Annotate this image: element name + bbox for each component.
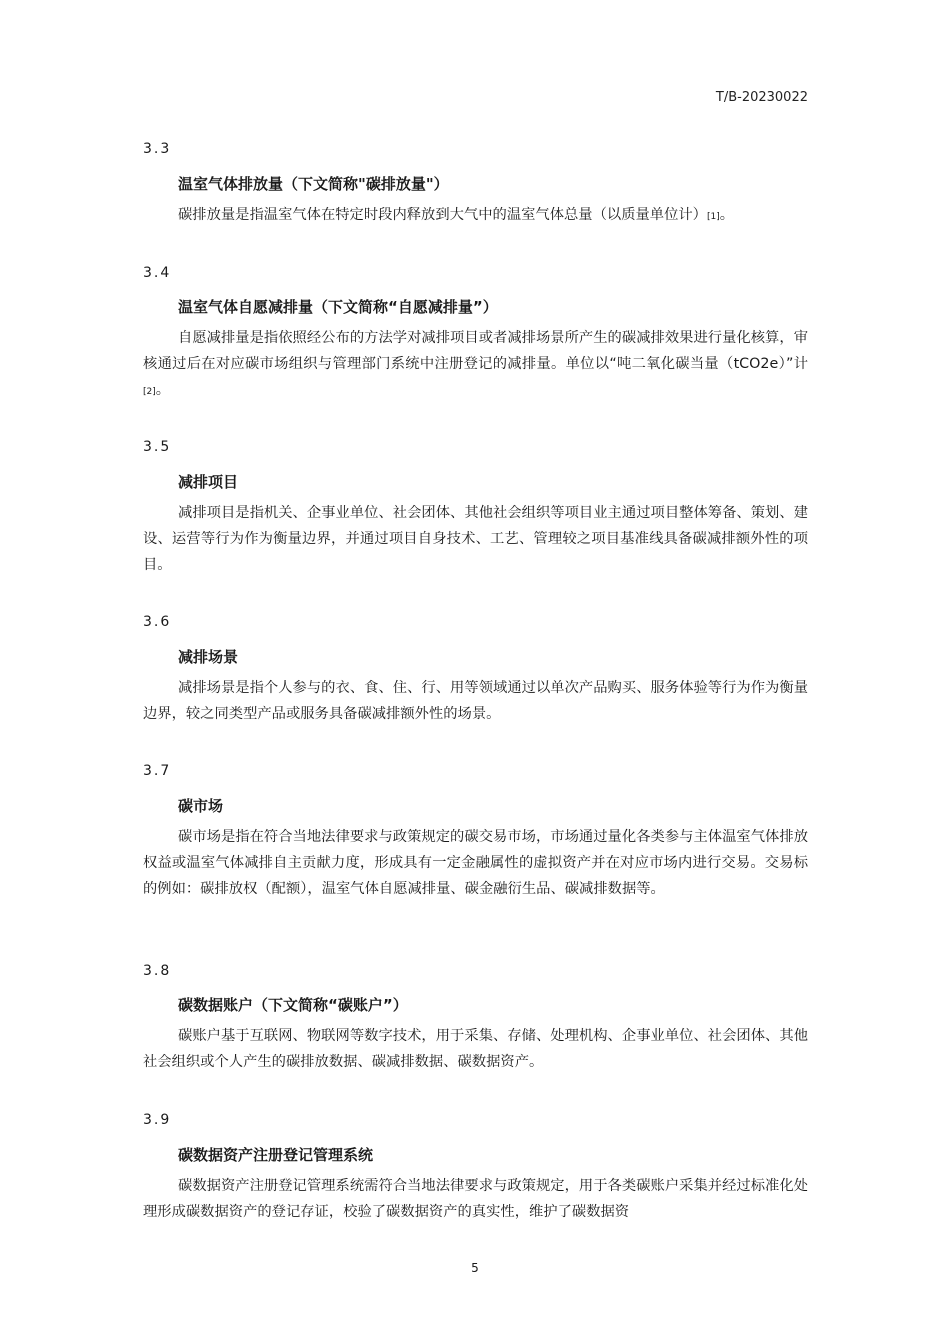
section-body: 碳市场是指在符合当地法律要求与政策规定的碳交易市场，市场通过量化各类参与主体温室气体排放权益或温室气体减排自主贡献力度，形成具有一定金融属性的虚拟资产并在对应市场内进行交易。交易标的例如：碳排放权（配额），温室气体自愿减排量、碳金融衍生品、碳减排数据等。 xyxy=(143,829,808,897)
section-number: 3.5 xyxy=(143,439,172,455)
section-title: 减排场景 xyxy=(178,648,239,666)
section-body: 碳账户基于互联网、物联网等数字技术，用于采集、存储、处理机构、企事业单位、社会团体、其他社会组织或个人产生的碳排放数据、碳减排数据、碳数据资产。 xyxy=(143,1028,808,1070)
section-title: 碳数据资产注册登记管理系统 xyxy=(178,1146,374,1164)
section-title: 减排项目 xyxy=(178,473,239,491)
citation-ref: [2] xyxy=(143,387,156,397)
section-body: 减排场景是指个人参与的衣、食、住、行、用等领域通过以单次产品购买、服务体验等行为作为衡量边界，较之同类型产品或服务具备碳减排额外性的场景。 xyxy=(143,680,808,722)
section-number: 3.4 xyxy=(143,265,172,281)
section-number: 3.8 xyxy=(143,963,172,979)
document-code: T/B-20230022 xyxy=(715,90,808,105)
section-body: 碳数据资产注册登记管理系统需符合当地法律要求与政策规定，用于各类碳账户采集并经过标准化处理形成碳数据资产的登记存证，校验了碳数据资产的真实性，维护了碳数据资 xyxy=(143,1178,808,1220)
section-body: 减排项目是指机关、企事业单位、社会团体、其他社会组织等项目业主通过项目整体筹备、策划、建设、运营等行为作为衡量边界，并通过项目自身技术、工艺、管理较之项目基准线具备碳减排额外性的项目。 xyxy=(143,505,808,573)
section-title: 温室气体自愿减排量（下文简称“自愿减排量”） xyxy=(178,298,498,316)
section-number: 3.3 xyxy=(143,141,172,157)
section-title: 温室气体排放量（下文简称"碳排放量"） xyxy=(178,175,449,193)
page-number: 5 xyxy=(471,1261,479,1275)
section-title: 碳数据账户（下文简称“碳账户”） xyxy=(178,996,408,1014)
section-body: 自愿减排量是指依照经公布的方法学对减排项目或者减排场景所产生的碳减排效果进行量化核算，审核通过后在对应碳市场组织与管理部门系统中注册登记的减排量。单位以“吨二氧化碳当量（tCO2e）”计[2]。 xyxy=(143,330,808,398)
section-number: 3.6 xyxy=(143,614,172,630)
section-number: 3.7 xyxy=(143,763,172,779)
citation-ref: [1] xyxy=(706,212,720,222)
section-number: 3.9 xyxy=(143,1112,172,1128)
section-body: 碳排放量是指温室气体在特定时段内释放到大气中的温室气体总量（以质量单位计）[1]。 xyxy=(178,207,735,223)
section-title: 碳市场 xyxy=(178,797,224,815)
